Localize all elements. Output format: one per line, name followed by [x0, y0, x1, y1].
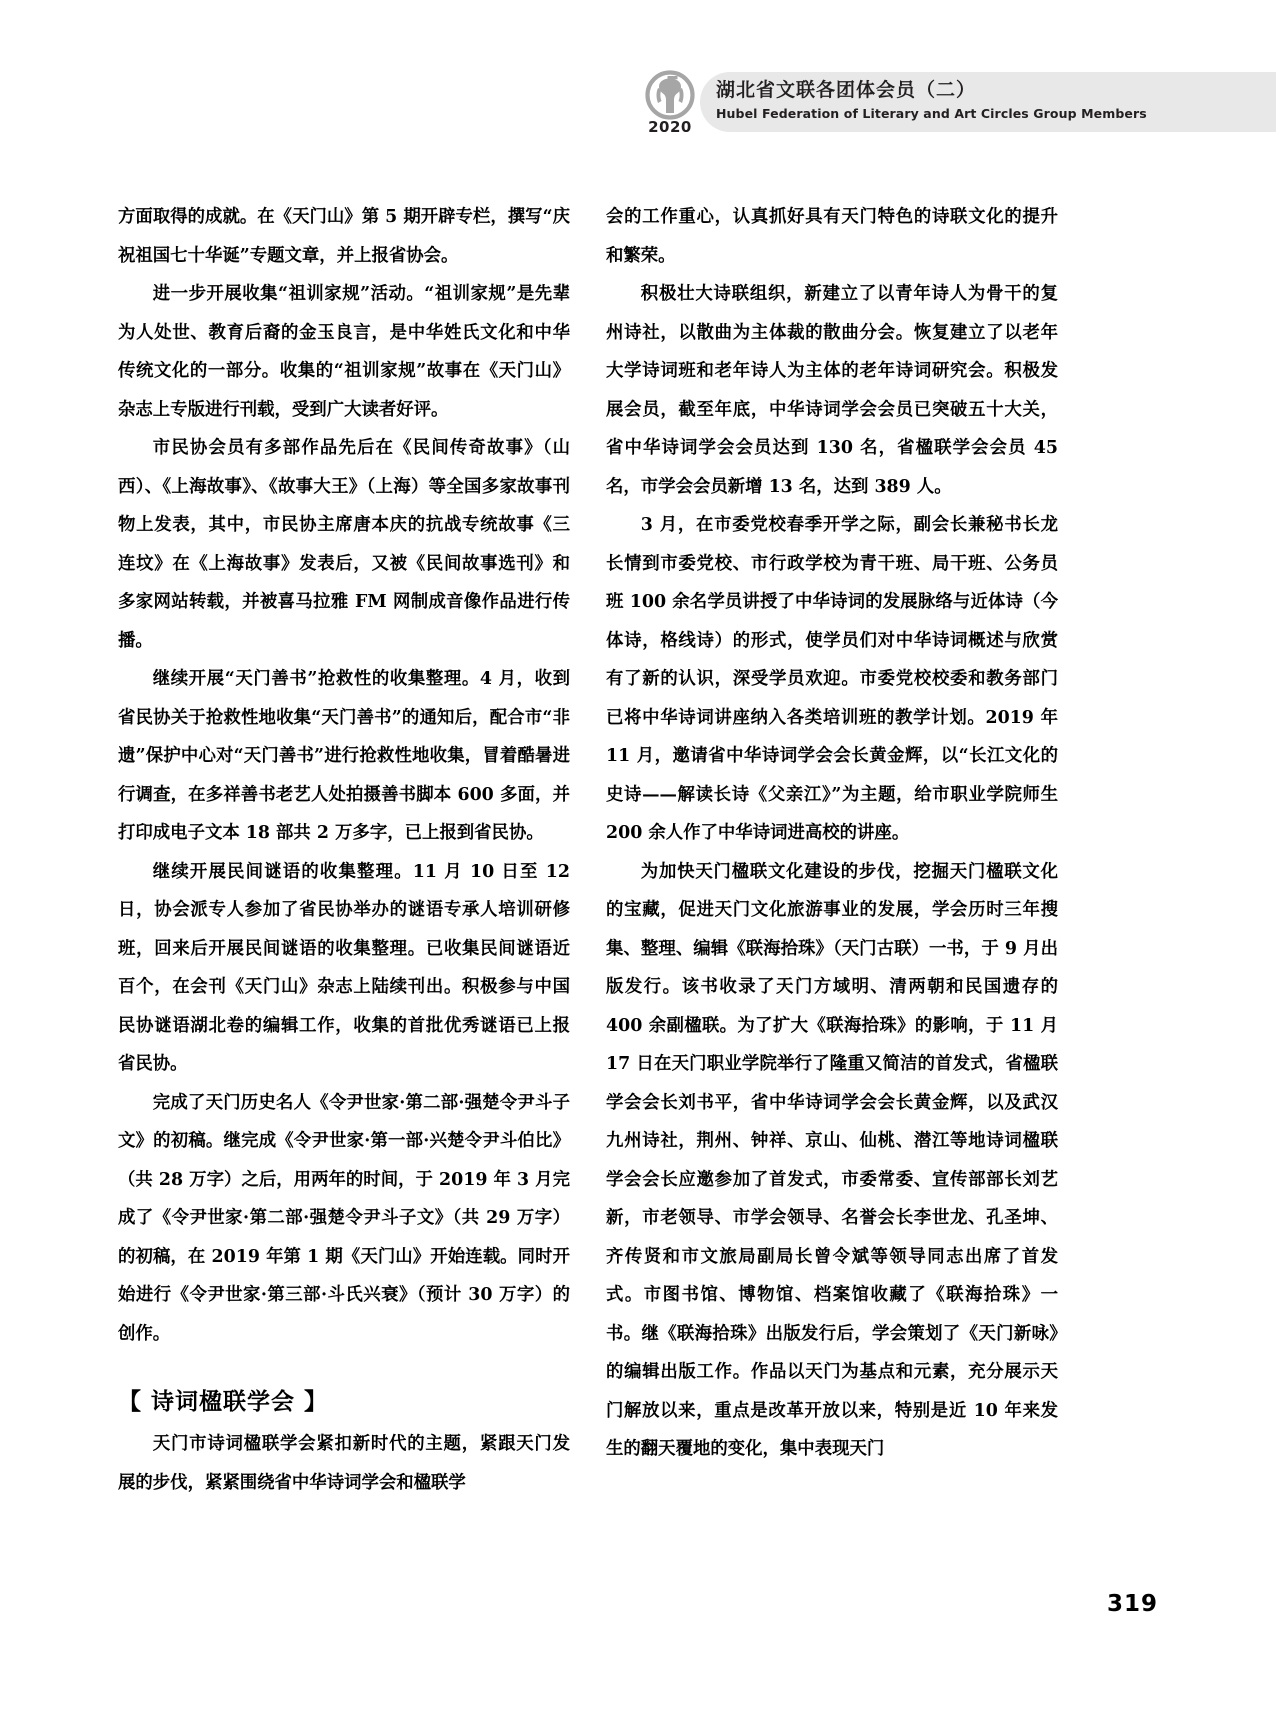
logo-year: 2020	[648, 118, 692, 136]
hubei-federation-emblem-icon	[634, 70, 706, 122]
paragraph: 为加快天门楹联文化建设的步伐，挖掘天门楹联文化的宝藏，促进天门文化旅游事业的发展，学会历时三年搜集、整理、编辑《联海拾珠》（天门古联）一书，于 9 月出版发行。该书收录了天门方域明、清两朝和民国遗存的 400 余副楹联。为了扩大《联海拾珠》的影响，于 11 月 17 日在天门职业学院举行了隆重又简洁的首发式，省楹联学会会长刘书平，省中华诗词学会会长黄金辉，以及武汉九州诗社，荆州、钟祥、京山、仙桃、潜江等地诗词楹联学会会长应邀参加了首发式，市委常委、宣传部部长刘艺新，市老领导、市学会领导、名誉会长李世龙、孔圣坤、齐传贤和市文旅局副局长曾令斌等领导同志出席了首发式。市图书馆、博物馆、档案馆收藏了《联海拾珠》一书。继《联海拾珠》出版发行后，学会策划了《天门新咏》的编辑出版工作。作品以天门为基点和元素，充分展示天门解放以来，重点是改革开放以来，特别是近 10 年来发生的翻天覆地的变化，集中表现天门	[606, 861, 1058, 1459]
paragraph: 市民协会员有多部作品先后在《民间传奇故事》（山西）、《上海故事》、《故事大王》（上海）等全国多家故事刊物上发表，其中，市民协主席唐本庆的抗战专统故事《三连坟》在《上海故事》发表后，又被《民间故事选刊》和多家网站转载，并被喜马拉雅 FM 网制成音像作品进行传播。	[118, 438, 570, 651]
paragraph: 3 月，在市委党校春季开学之际，副会长兼秘书长龙长情到市委党校、市行政学校为青干班、局干班、公务员班 100 余名学员讲授了中华诗词的发展脉络与近体诗（今体诗，格线诗）的形式，使学员们对中华诗词概述与欣赏有了新的认识，深受学员欢迎。市委党校校委和教务部门已将中华诗词讲座纳入各类培训班的教学计划。2019 年 11 月，邀请省中华诗词学会会长黄金辉，以“长江文化的史诗——解读长诗《父亲江》”为主题，给市职业学院师生 200 余人作了中华诗词进高校的讲座。	[606, 515, 1058, 843]
paragraph: 方面取得的成就。在《天门山》第 5 期开辟专栏，撰写“庆祝祖国七十华诞”专题文章，并上报省协会。	[118, 207, 570, 266]
paragraph: 完成了天门历史名人《令尹世家·第二部·强楚令尹斗子文》的初稿。继完成《令尹世家·第一部·兴楚令尹斗伯比》（共 28 万字）之后，用两年的时间，于 2019 年 3 月完成了《令尹世家·第二部·强楚令尹斗子文》（共 29 万字）的初稿，在 2019 年第 1 期《天门山》开始连载。同时开始进行《令尹世家·第三部·斗氏兴衰》（预计 30 万字）的创作。	[118, 1092, 570, 1344]
paragraph: 进一步开展收集“祖训家规”活动。“祖训家规”是先辈为人处世、教育后裔的金玉良言，是中华姓氏文化和中华传统文化的一部分。收集的“祖训家规”故事在《天门山》杂志上专版进行刊载，受到广大读者好评。	[118, 284, 570, 420]
paragraph: 会的工作重心，认真抓好具有天门特色的诗联文化的提升和繁荣。	[606, 207, 1058, 266]
running-header	[0, 72, 1276, 138]
paragraph: 天门市诗词楹联学会紧扣新时代的主题，紧跟天门发展的步伐，紧紧围绕省中华诗词学会和楹联学	[118, 1434, 570, 1493]
header-title-chinese: 湖北省文联各团体会员（二）	[716, 79, 977, 101]
paragraph: 继续开展民间谜语的收集整理。11 月 10 日至 12 日，协会派专人参加了省民协举办的谜语专承人培训研修班，回来后开展民间谜语的收集整理。已收集民间谜语近百个，在会刊《天门山》杂志上陆续刊出。积极参与中国民协谜语湖北卷的编辑工作，收集的首批优秀谜语已上报省民协。	[118, 861, 570, 1074]
section-heading: 【 诗词楹联学会 】	[118, 1389, 329, 1415]
body-columns	[118, 198, 1158, 1493]
header-text-block	[716, 76, 1256, 124]
page-number: 319	[1106, 1591, 1158, 1617]
right-column	[606, 198, 1058, 1469]
paragraph: 继续开展“天门善书”抢救性的收集整理。4 月，收到省民协关于抢救性地收集“天门善书”的通知后，配合市“非遗”保护中心对“天门善书”进行抢救性地收集，冒着酷暑进行调查，在多祥善书老艺人处拍摄善书脚本 600 多面，并打印成电子文本 18 部共 2 万多字，已上报到省民协。	[118, 669, 570, 843]
header-title-english: Hubel Federation of Literary and Art Circles Group Members	[716, 106, 1147, 121]
paragraph: 积极壮大诗联组织，新建立了以青年诗人为骨干的复州诗社，以散曲为主体裁的散曲分会。恢复建立了以老年大学诗词班和老年诗人为主体的老年诗词研究会。积极发展会员，截至年底，中华诗词学会会员已突破五十大关，省中华诗词学会会员达到 130 名，省楹联学会会员 45 名，市学会会员新增 13 名，达到 389 人。	[606, 284, 1058, 497]
left-column	[118, 198, 570, 1502]
